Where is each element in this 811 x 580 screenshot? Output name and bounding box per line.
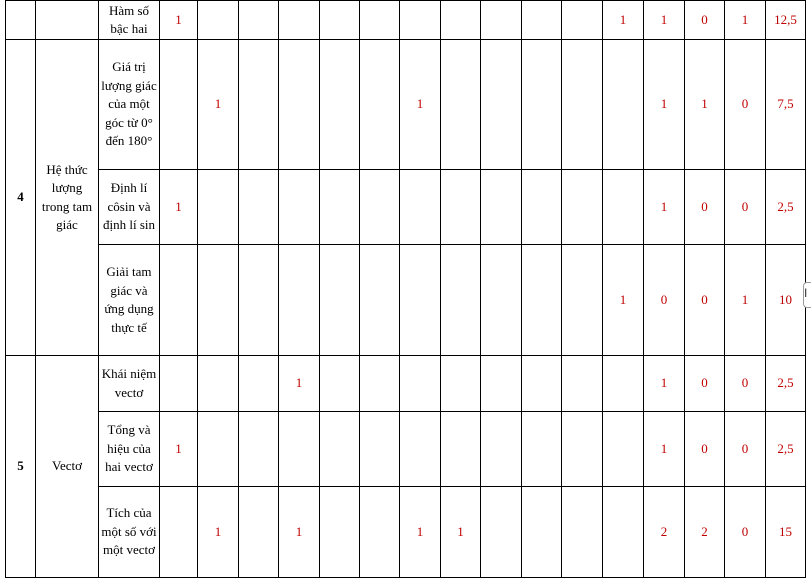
count-cell bbox=[400, 412, 441, 487]
count-cell bbox=[279, 170, 320, 245]
count-cell: 1 bbox=[160, 412, 198, 487]
table-row bbox=[6, 412, 806, 487]
topic-cell: Hệ thức lượng trong tam giác bbox=[36, 40, 99, 356]
count-cell: 1 bbox=[644, 412, 685, 487]
count-cell bbox=[360, 40, 400, 170]
count-cell bbox=[562, 170, 603, 245]
count-cell bbox=[279, 245, 320, 356]
count-cell: 0 bbox=[725, 412, 766, 487]
count-cell: 0 bbox=[725, 40, 766, 170]
count-cell bbox=[160, 40, 198, 170]
count-cell: 0 bbox=[685, 356, 725, 412]
count-cell: 0 bbox=[725, 487, 766, 578]
count-cell: 2 bbox=[685, 487, 725, 578]
percent-cell: 10 bbox=[766, 245, 806, 356]
page-edge-glyph: I bbox=[804, 286, 808, 300]
count-cell bbox=[481, 487, 522, 578]
count-cell bbox=[441, 170, 481, 245]
count-cell: 1 bbox=[198, 487, 239, 578]
count-cell bbox=[320, 487, 360, 578]
count-cell bbox=[562, 412, 603, 487]
count-cell: 1 bbox=[279, 487, 320, 578]
table-row bbox=[6, 245, 806, 356]
count-cell: 1 bbox=[160, 170, 198, 245]
count-cell bbox=[360, 1, 400, 40]
count-cell: 1 bbox=[400, 40, 441, 170]
count-cell bbox=[400, 1, 441, 40]
count-cell bbox=[279, 1, 320, 40]
count-cell bbox=[522, 412, 562, 487]
count-cell bbox=[603, 170, 644, 245]
lesson-cell: Tổng và hiệu của hai vectơ bbox=[99, 412, 160, 487]
table-row bbox=[6, 1, 806, 40]
count-cell: 1 bbox=[644, 170, 685, 245]
count-cell: 1 bbox=[160, 1, 198, 40]
count-cell bbox=[239, 412, 279, 487]
count-cell bbox=[522, 245, 562, 356]
count-cell bbox=[481, 1, 522, 40]
table-row bbox=[6, 487, 806, 578]
count-cell bbox=[481, 356, 522, 412]
count-cell bbox=[360, 356, 400, 412]
count-cell bbox=[239, 487, 279, 578]
count-cell bbox=[441, 40, 481, 170]
count-cell bbox=[481, 412, 522, 487]
topic-number-cell: 4 bbox=[6, 40, 36, 356]
table-row bbox=[6, 170, 806, 245]
count-cell bbox=[603, 356, 644, 412]
count-cell bbox=[400, 356, 441, 412]
count-cell bbox=[603, 487, 644, 578]
count-cell: 0 bbox=[685, 245, 725, 356]
count-cell bbox=[320, 412, 360, 487]
count-cell bbox=[400, 245, 441, 356]
test-matrix-table bbox=[5, 0, 806, 578]
count-cell: 1 bbox=[644, 1, 685, 40]
count-cell: 1 bbox=[644, 40, 685, 170]
lesson-cell: Hàm số bậc hai bbox=[99, 1, 160, 40]
count-cell bbox=[360, 412, 400, 487]
topic-cell bbox=[36, 1, 99, 40]
lesson-cell: Tích của một số với một vectơ bbox=[99, 487, 160, 578]
count-cell bbox=[239, 40, 279, 170]
table-row bbox=[6, 356, 806, 412]
count-cell: 1 bbox=[603, 245, 644, 356]
count-cell bbox=[603, 40, 644, 170]
topic-cell: Vectơ bbox=[36, 356, 99, 578]
count-cell bbox=[198, 245, 239, 356]
count-cell bbox=[562, 1, 603, 40]
count-cell bbox=[320, 40, 360, 170]
count-cell: 0 bbox=[685, 1, 725, 40]
count-cell bbox=[198, 356, 239, 412]
count-cell bbox=[160, 487, 198, 578]
lesson-cell: Giá trị lượng giác của một góc từ 0° đến 180° bbox=[99, 40, 160, 170]
count-cell: 1 bbox=[644, 356, 685, 412]
count-cell bbox=[198, 412, 239, 487]
lesson-cell: Khái niệm vectơ bbox=[99, 356, 160, 412]
lesson-cell: Giải tam giác và ứng dụng thực tế bbox=[99, 245, 160, 356]
count-cell bbox=[198, 1, 239, 40]
count-cell bbox=[360, 245, 400, 356]
count-cell bbox=[522, 1, 562, 40]
topic-number-cell bbox=[6, 1, 36, 40]
count-cell: 1 bbox=[279, 356, 320, 412]
count-cell: 1 bbox=[441, 487, 481, 578]
count-cell bbox=[198, 170, 239, 245]
percent-cell: 12,5 bbox=[766, 1, 806, 40]
table-row bbox=[6, 40, 806, 170]
percent-cell: 2,5 bbox=[766, 356, 806, 412]
count-cell bbox=[441, 245, 481, 356]
count-cell bbox=[603, 412, 644, 487]
percent-cell: 7,5 bbox=[766, 40, 806, 170]
count-cell bbox=[160, 245, 198, 356]
count-cell bbox=[239, 245, 279, 356]
count-cell bbox=[522, 356, 562, 412]
count-cell: 0 bbox=[685, 170, 725, 245]
percent-cell: 2,5 bbox=[766, 170, 806, 245]
count-cell bbox=[522, 40, 562, 170]
count-cell: 2 bbox=[644, 487, 685, 578]
count-cell bbox=[481, 170, 522, 245]
count-cell bbox=[320, 356, 360, 412]
count-cell: 1 bbox=[725, 245, 766, 356]
count-cell bbox=[279, 40, 320, 170]
count-cell bbox=[562, 356, 603, 412]
count-cell bbox=[320, 245, 360, 356]
count-cell bbox=[320, 1, 360, 40]
count-cell: 1 bbox=[685, 40, 725, 170]
count-cell bbox=[562, 245, 603, 356]
count-cell bbox=[481, 40, 522, 170]
count-cell bbox=[441, 1, 481, 40]
count-cell bbox=[441, 356, 481, 412]
percent-cell: 2,5 bbox=[766, 412, 806, 487]
count-cell: 0 bbox=[725, 170, 766, 245]
count-cell bbox=[522, 487, 562, 578]
count-cell bbox=[239, 1, 279, 40]
count-cell bbox=[320, 170, 360, 245]
count-cell bbox=[239, 170, 279, 245]
count-cell bbox=[279, 412, 320, 487]
count-cell: 1 bbox=[400, 487, 441, 578]
count-cell: 1 bbox=[198, 40, 239, 170]
count-cell bbox=[441, 412, 481, 487]
count-cell bbox=[562, 487, 603, 578]
count-cell bbox=[481, 245, 522, 356]
count-cell bbox=[522, 170, 562, 245]
count-cell bbox=[360, 170, 400, 245]
count-cell bbox=[160, 356, 198, 412]
count-cell: 0 bbox=[725, 356, 766, 412]
count-cell: 0 bbox=[644, 245, 685, 356]
topic-number-cell: 5 bbox=[6, 356, 36, 578]
count-cell bbox=[239, 356, 279, 412]
lesson-cell: Định lí côsin và định lí sin bbox=[99, 170, 160, 245]
percent-cell: 15 bbox=[766, 487, 806, 578]
count-cell bbox=[360, 487, 400, 578]
count-cell bbox=[562, 40, 603, 170]
count-cell: 1 bbox=[603, 1, 644, 40]
count-cell: 1 bbox=[725, 1, 766, 40]
count-cell bbox=[400, 170, 441, 245]
count-cell: 0 bbox=[685, 412, 725, 487]
